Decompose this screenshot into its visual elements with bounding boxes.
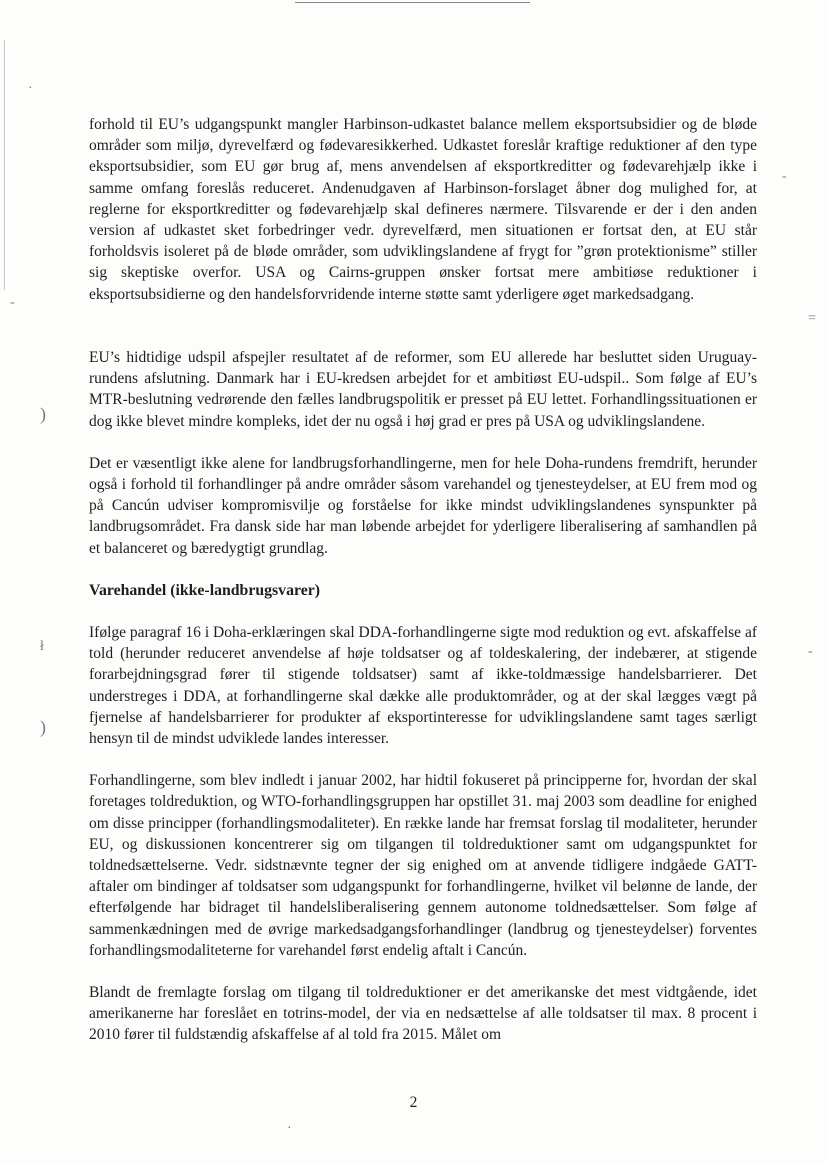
paragraph: forhold til EU’s udgangspunkt mangler Harbinson-udkastet balance mellem eksportsubsidier og de bløde områder som miljø, dyrevelfærd og fødevaresikkerhed. Udkastet foreslår kraftige reduktioner af den type eksportsubsidier, som EU gør brug af, mens anvendelsen af eksportkreditter og fødevarehjælp ikke i samme omfang foreslås reduceret. Andenudgaven af Harbinson-forslaget åbner dog mulighed for, at reglerne for eksportkreditter og fødevarehjælp skal defineres nærmere. Tilsvarende er der i den anden version af udkastet sket forbedringer vedr. dyrevelfærd, men situationen er fortsat den, at EU står forholdsvis isoleret på de bløde områder, som udviklingslandene af frygt for ”grøn protektionisme” stiller sig skeptiske overfor. USA og Cairns-gruppen ønsker fortsat mere ambitiøse reduktioner i eksportsubsidierne og den handelsforvridende interne støtte samt yderligere øget markedsadgang. — [89, 116, 757, 303]
left-edge-shadow — [4, 40, 5, 290]
top-rule — [295, 2, 530, 3]
scan-speck: ł — [40, 639, 44, 654]
page-number: 2 — [409, 1094, 418, 1111]
paragraph: EU’s hidtidige udspil afspejler resultatet af de reformer, som EU allerede har besluttet siden Uruguay-rundens afslutning. Danmark har i EU-kredsen arbejdet for et ambitiøst EU-udspil.. Som følge af EU’s MTR-beslutning vedrørende den fælles landbrugspolitik er presset på EU lettet. Forhandlingssituationen er dog ikke blevet mindre kompleks, idet der nu også i høj grad er pres på USA og udviklingslandene. — [89, 349, 757, 430]
paragraph: Det er væsentligt ikke alene for landbrugsforhandlingerne, men for hele Doha-rundens fremdrift, herunder også i forhold til forhandlinger på andre områder såsom varehandel og tjenesteydelser, at EU frem mod og på Cancún udviser kompromisvilje og forståelse for ikke mindst udviklingslandenes synspunkter på landbrugsområdet. Fra dansk side har man løbende arbejdet for yderligere liberalisering af samhandlen på et balanceret og bæredygtigt grundlag. — [89, 454, 757, 557]
document-body — [89, 114, 757, 1046]
scan-speck: - — [808, 644, 813, 659]
scan-speck: ) — [40, 404, 46, 424]
scan-speck: = — [808, 311, 816, 326]
scan-speck: - — [782, 169, 787, 184]
scan-speck: · — [287, 1121, 292, 1136]
section-heading: Varehandel (ikke-landbrugsvarer) — [89, 581, 320, 599]
scan-speck: · — [28, 81, 33, 96]
paragraph: Ifølge paragraf 16 i Doha-erklæringen skal DDA-forhandlingerne sigte mod reduktion og evt. afskaffelse af told (herunder reduceret anvendelse af høje toldsatser og af toldeskalering, der indebærer, at stigende forarbejdningsgrad fører til stigende toldsatser) samt af ikke-toldmæssige handelsbarrierer. Det understreges i DDA, at forhandlingerne skal dække alle produktområder, og at der skal lægges vægt på fjernelse af handelsbarrierer for produkter af eksportinteresse for udviklingslandene samt tages særligt hensyn til de mindst udviklede landes interesser. — [89, 624, 757, 748]
scan-speck: - — [10, 295, 15, 310]
paragraph: Forhandlingerne, som blev indledt i januar 2002, har hidtil fokuseret på principperne for, hvordan der skal foretages toldreduktion, og WTO-forhandlingsgruppen har opstillet 31. maj 2003 som deadline for enighed om disse principper (forhandlingsmodaliteter). En række lande har fremsat forslag til modaliteter, herunder EU, og diskussionen koncentrerer sig om tilgangen til toldreduktioner samt om udgangspunktet for toldnedsættelserne. Vedr. sidstnævnte tegner der sig enighed om at anvende tidligere indgåede GATT-aftaler om bindinger af toldsatser som udgangspunkt for forhandlingerne, hvilket vil belønne de lande, der efterfølgende har bidraget til handelsliberalisering gennem autonome toldnedsættelser. Som følge af sammenkædningen med de øvrige markedsadgangsforhandlinger (landbrug og tjenesteydelser) forventes forhandlingsmodaliteterne for varehandel først endelig aftalt i Cancún. — [89, 772, 757, 959]
paragraph: Blandt de fremlagte forslag om tilgang til toldreduktioner er det amerikanske det mest vidtgående, idet amerikanerne har foreslået en totrins-model, der via en nedsættelse af alle toldsatser til max. 8 procent i 2010 fører til fuldstændig afskaffelse af al told fra 2015. Målet om — [89, 984, 757, 1044]
scan-speck: ) — [40, 717, 46, 737]
